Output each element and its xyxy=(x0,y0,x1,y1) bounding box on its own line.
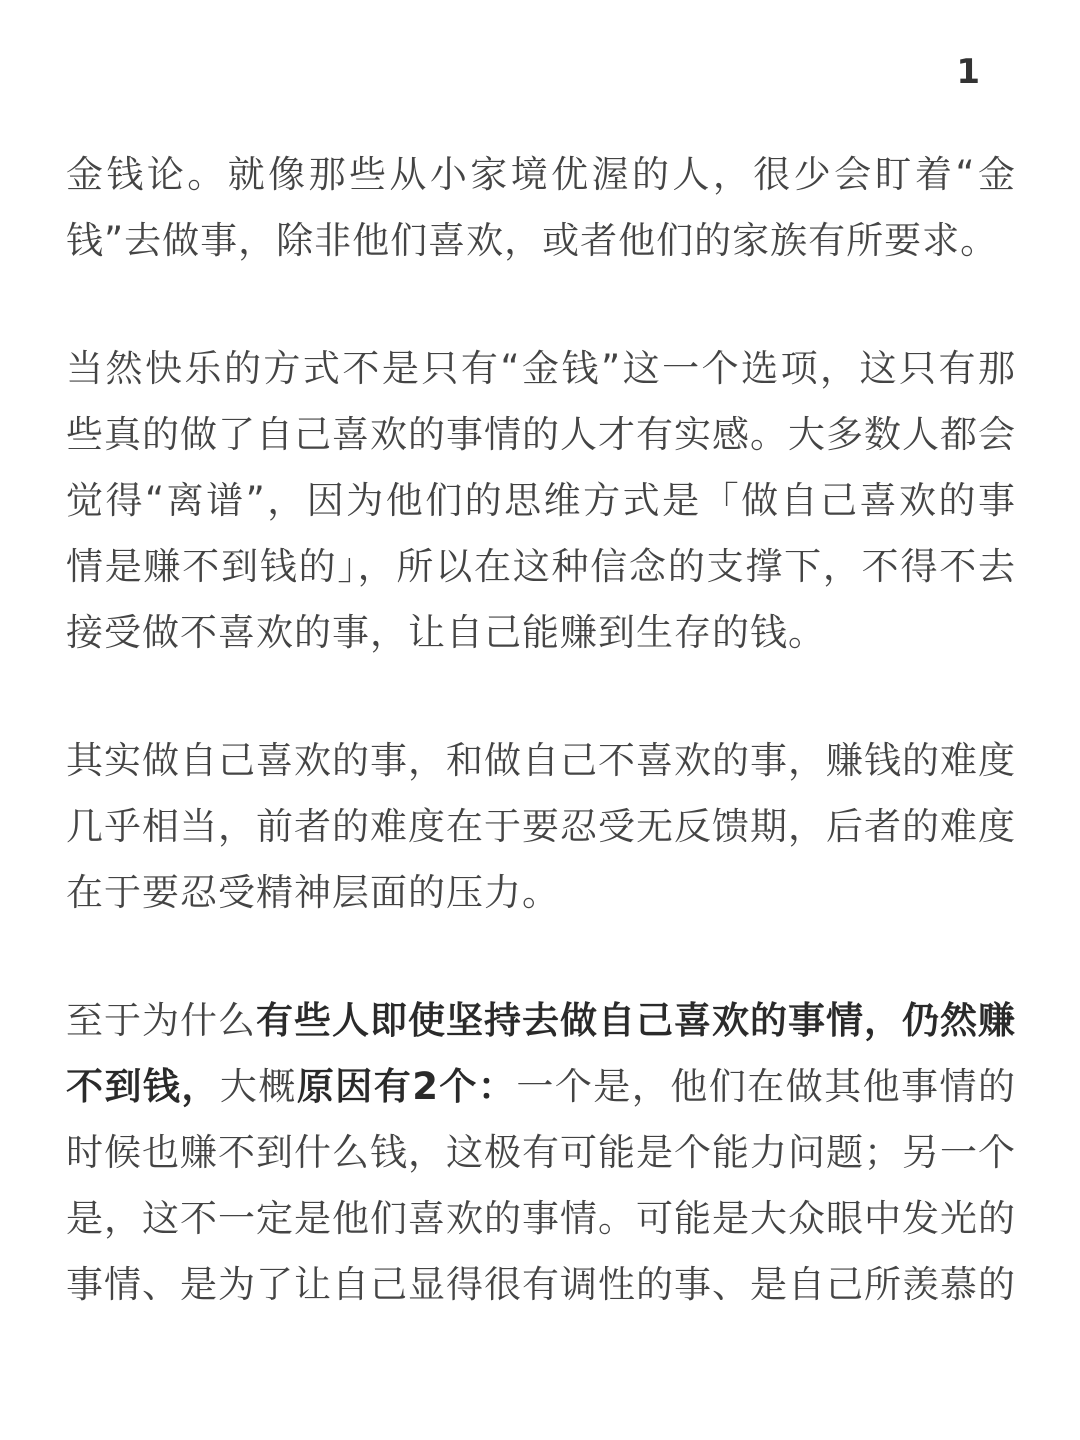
article-body xyxy=(66,142,1016,1318)
paragraph-4-bold-2: 原因有2个： xyxy=(296,1065,517,1108)
paragraph-4-text-1: 至于为什么 xyxy=(66,999,256,1042)
paragraph-4 xyxy=(66,988,1016,1318)
paragraph-4-bold-1: 有些人即使坚持去做自己喜欢的事情，仍然赚不到钱， xyxy=(66,999,1016,1108)
paragraph-3: 其实做自己喜欢的事，和做自己不喜欢的事，赚钱的难度几乎相当，前者的难度在于要忍受无反馈期，后者的难度在于要忍受精神层面的压力。 xyxy=(66,739,1016,914)
paragraph-4-text-3: 一个是，他们在做其他事情的时候也赚不到什么钱，这极有可能是个能力问题；另一个是，这不一定是他们喜欢的事情。可能是大众眼中发光的事情、是为了让自己显得很有调性的事、是自己所羡慕的 xyxy=(66,1065,1016,1306)
paragraph-4-text-2: 大概 xyxy=(219,1065,297,1108)
paragraph-2: 当然快乐的方式不是只有“金钱”这一个选项，这只有那些真的做了自己喜欢的事情的人才有实感。大多数人都会觉得“离谱”，因为他们的思维方式是「做自己喜欢的事情是赚不到钱的」，所以在这种信念的支撑下，不得不去接受做不喜欢的事，让自己能赚到生存的钱。 xyxy=(66,347,1016,654)
paragraph-1: 金钱论。就像那些从小家境优渥的人，很少会盯着“金钱”去做事，除非他们喜欢，或者他们的家族有所要求。 xyxy=(66,153,1016,262)
page-number: 1 xyxy=(956,52,980,92)
